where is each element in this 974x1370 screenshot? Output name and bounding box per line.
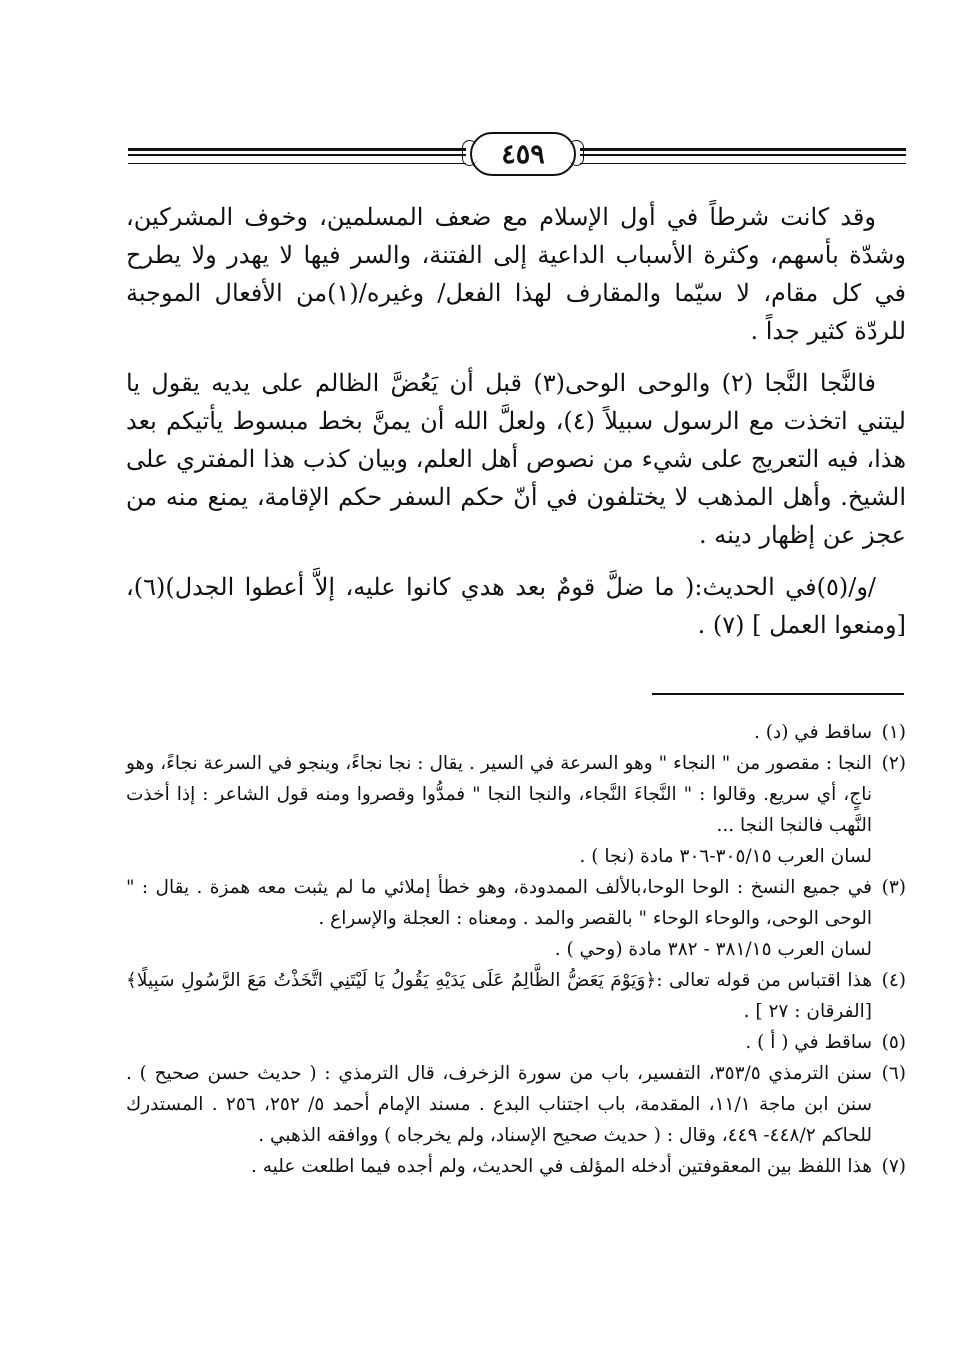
footnote-separator [652,693,904,695]
footnote-line: ساقط في ( أ ) . [745,1032,872,1053]
footnote-number: (٦) [881,1063,906,1084]
footnote-text [126,717,872,748]
footnote [126,748,906,872]
header-rule-left [128,148,466,164]
footnote-line: هذا اقتباس من قوله تعالى :﴿وَيَوْمَ يَعَضُّ الظَّالِمُ عَلَى يَدَيْهِ يَقُولُ يَا لَيْتَنِي اتَّخَذْتُ مَعَ الرَّسُولِ سَبِيلًا﴾ [الفرقان : ٢٧ ] . [126,970,872,1022]
footnote-text [126,965,872,1027]
footnote [126,1151,906,1182]
footnote [126,1058,906,1151]
footnote-number: (٤) [881,970,906,991]
footnote [126,872,906,965]
footnote-number: (٢) [881,753,906,774]
footnote [126,1027,906,1058]
footnote-line: في جميع النسخ : الوحا الوحا،بالألف الممدودة، وهو خطأ إملائي ما لم يثبت معه همزة . يقال : " الوحى الوحى، والوحاء الوحاء " بالقصر والمد . ومعناه : العجلة والإسراع . [126,877,872,929]
paragraph: فالنَّجا النَّجا (٢) والوحى الوحى(٣) قبل أن يَعُضَّ الظالم على يديه يقول يا ليتني اتخذت مع الرسول سبيلاً (٤)، ولعلَّ الله أن يمنَّ بخط مبسوط يأتيكم بعد هذا، فيه التعريج على شيء من نصوص أهل العلم، وبيان كذب هذا المفتري على الشيخ. وأهل المذهب لا يختلفون في أنّ حكم السفر حكم الإقامة، يمنع منه من عجز عن إظهار دينه . [126,369,906,549]
footnote-text [126,1058,872,1151]
footnote-number: (٥) [881,1032,906,1053]
paragraph: وقد كانت شرطاً في أول الإسلام مع ضعف المسلمين، وخوف المشركين، وشدّة بأسهم، وكثرة الأسباب الداعية إلى الفتنة، والسر فيها لا يهدر ولا يطرح في كل مقام، لا سيّما والمقارف لهذا الفعل/ وغيره/(١)من الأفعال الموجبة للردّة كثير جداً . [126,203,906,345]
page-header [128,132,906,178]
main-text [126,198,906,658]
footnote-text [126,872,872,965]
footnote-line: لسان العرب ٣٨١/١٥ - ٣٨٢ مادة (وحي ) . [554,939,872,960]
footnote-number: (٣) [881,877,906,898]
footnote [126,717,906,748]
footnote-line: سنن الترمذي ٣٥٣/٥، التفسير، باب من سورة الزخرف، قال الترمذي : ( حديث حسن صحيح ) . سنن ابن ماجة ١١/١، المقدمة، باب اجتناب البدع . مسند الإمام أحمد ٥/ ٢٥٢، ٢٥٦ . المستدرك للحاكم ٤٤٨/٢- ٤٤٩، وقال : ( حديث صحيح الإسناد، ولم يخرجاه ) ووافقه الذهبي . [126,1063,872,1146]
paragraph: /و/(٥)في الحديث:( ما ضلَّ قومٌ بعد هدي كانوا عليه، إلاَّ أعطوا الجدل)(٦)، [ومنعوا العمل ] (٧) . [126,573,906,639]
footnote [126,965,906,1027]
footnote-text [126,1027,872,1058]
footnote-number: (٧) [881,1156,906,1177]
footnote-line: لسان العرب ٣٠٥/١٥-٣٠٦ مادة (نجا ) . [579,846,872,867]
footnote-line: النجا : مقصور من " النجاء " وهو السرعة في السير . يقال : نجا نجاءً، وينجو في السرعة نجاءً، وهو ناجٍ، أي سريع. وقالوا : " النَّجاءَ النَّجاء، والنجا النجا " فمدُّوا وقصروا ومنه قول الشاعر : إذا أخذت النَّهب فالنجا النجا ... [126,753,872,836]
footnote-line: ساقط في (د) . [753,722,872,743]
footnote-line: هذا اللفظ بين المعقوفتين أدخله المؤلف في الحديث، ولم أجده فيما اطلعت عليه . [251,1156,872,1177]
header-rule-right [580,148,906,164]
footnote-text [126,1151,872,1182]
page-number: ٤٥٩ [470,132,576,176]
footnote-text [126,748,872,872]
footnotes [126,717,906,1182]
footnote-number: (١) [881,722,906,743]
